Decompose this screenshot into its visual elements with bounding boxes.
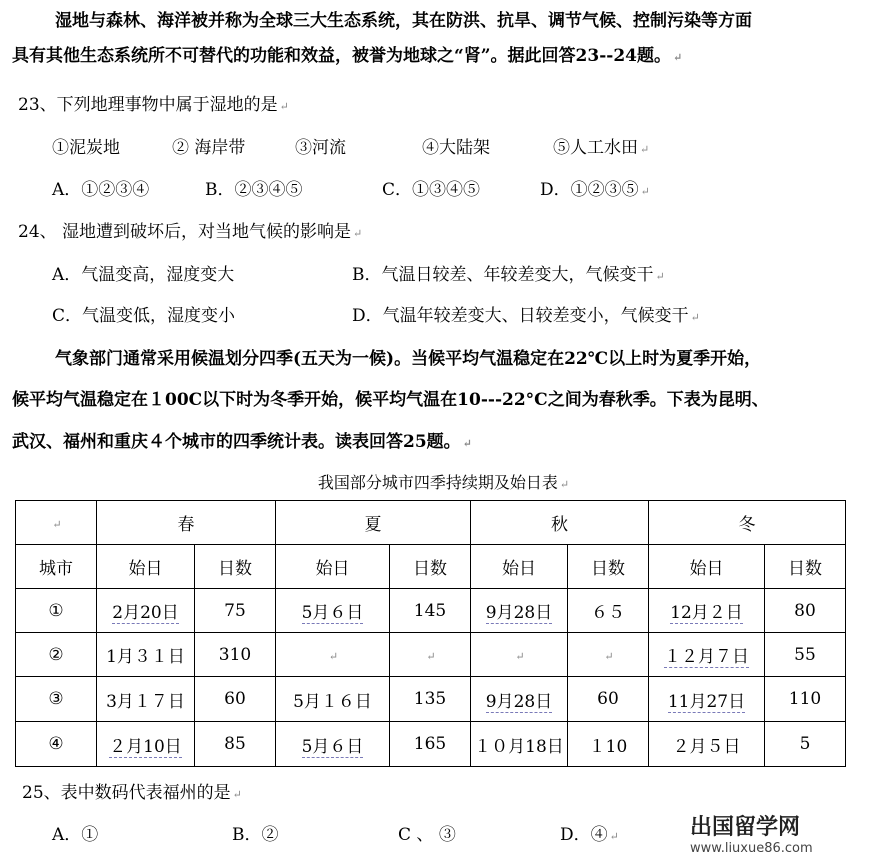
winter-start-header: 始日: [649, 545, 765, 589]
season-winter-header: 冬: [649, 501, 846, 545]
q23-item-4: ④大陆架: [422, 138, 490, 158]
q25-choice-a: A．①: [52, 825, 99, 845]
q23-choice-a: A．①②③④: [52, 180, 150, 200]
table-row: [16, 589, 846, 633]
q23-choice-c: C．①③④⑤: [382, 180, 481, 200]
q25-choice-d: D．④ ↵: [560, 825, 619, 845]
autumn-start-cell: １０月18日: [471, 722, 568, 767]
winter-start-cell: １２月７日: [649, 633, 765, 677]
winter-days-cell: 55: [765, 633, 846, 677]
table-caption: 我国部分城市四季持续期及始日表 ↵: [317, 473, 570, 492]
q23-choice-d: D．①②③⑤ ↵: [540, 180, 650, 200]
table-row: [16, 633, 846, 677]
q24-choice-d: D．气温年较差变大、日较差变小，气候变干 ↵: [352, 306, 700, 326]
table-header-row-seasons: [16, 501, 846, 545]
spring-start-cell: 3月１７日: [97, 677, 195, 722]
table-header-row-fields: [16, 545, 846, 589]
q25-choice-c: C 、 ③: [398, 825, 456, 845]
winter-days-cell: 5: [765, 722, 846, 767]
autumn-days-cell: １10: [568, 722, 649, 767]
summer-days-cell: 135: [390, 677, 471, 722]
winter-days-cell: 110: [765, 677, 846, 722]
q24-choice-a: A．气温变高，湿度变大: [52, 265, 235, 285]
summer-start-cell: 5月６日: [276, 722, 390, 767]
winter-start-cell: ２月５日: [649, 722, 765, 767]
summer-start-cell: ↵: [276, 633, 390, 677]
autumn-start-cell: ↵: [471, 633, 568, 677]
spring-start-cell: 2月20日: [97, 589, 195, 633]
city-cell: ②: [16, 633, 97, 677]
q23-item-5: ⑤人工水田 ↵: [553, 138, 650, 158]
spring-days-cell: 60: [195, 677, 276, 722]
autumn-start-cell: 9月28日: [471, 677, 568, 722]
question-24-stem: 24、 湿地遭到破坏后，对当地气候的影响是 ↵: [18, 222, 363, 242]
autumn-start-header: 始日: [471, 545, 568, 589]
table-corner-cell: ↵: [16, 501, 97, 545]
city-cell: ④: [16, 722, 97, 767]
intro-paragraph-2-line-1: 气象部门通常采用候温划分四季(五天为一候)。当候平均气温稳定在22℃以上时为夏季开始，: [55, 349, 762, 369]
intro-paragraph-1-line-1: 湿地与森林、海洋被并称为全球三大生态系统，其在防洪、抗旱、调节气候、控制污染等方面: [55, 11, 752, 31]
winter-start-cell: 11月27日: [649, 677, 765, 722]
summer-days-cell: ↵: [390, 633, 471, 677]
summer-days-cell: 145: [390, 589, 471, 633]
spring-days-cell: 85: [195, 722, 276, 767]
spring-start-cell: 1月３１日: [97, 633, 195, 677]
watermark-logo: 出国留学网 www.liuxue86.com: [690, 815, 813, 856]
spring-days-cell: 310: [195, 633, 276, 677]
q23-item-1: ①泥炭地: [52, 138, 120, 158]
q25-choice-b: B．②: [232, 825, 279, 845]
question-25-stem: 25、表中数码代表福州的是 ↵: [22, 783, 242, 803]
summer-days-header: 日数: [390, 545, 471, 589]
q24-choice-b: B．气温日较差、年较差变大，气候变干 ↵: [352, 265, 665, 285]
winter-start-cell: 12月２日: [649, 589, 765, 633]
winter-days-cell: 80: [765, 589, 846, 633]
autumn-days-header: 日数: [568, 545, 649, 589]
q23-item-3: ③河流: [295, 138, 346, 158]
autumn-days-cell: 60: [568, 677, 649, 722]
season-table: [15, 500, 846, 767]
intro-paragraph-2-line-2: 候平均气温稳定在１00C以下时为冬季开始，候平均气温在10---22°C之间为春秋季。下表为昆明、: [12, 390, 769, 410]
table-row: [16, 677, 846, 722]
summer-start-cell: 5月６日: [276, 589, 390, 633]
autumn-days-cell: ６５: [568, 589, 649, 633]
table-row: [16, 722, 846, 767]
spring-start-header: 始日: [97, 545, 195, 589]
spring-days-cell: 75: [195, 589, 276, 633]
winter-days-header: 日数: [765, 545, 846, 589]
q23-choice-b: B．②③④⑤: [205, 180, 303, 200]
intro-paragraph-2-line-3: 武汉、福州和重庆４个城市的四季统计表。读表回答25题。 ↵: [12, 432, 472, 452]
intro-paragraph-1-line-2: 具有其他生态系统所不可替代的功能和效益，被誉为地球之“肾”。据此回答23--24题。 ↵: [12, 46, 683, 66]
season-summer-header: 夏: [276, 501, 471, 545]
autumn-days-cell: ↵: [568, 633, 649, 677]
spring-start-cell: ２月10日: [97, 722, 195, 767]
question-23-stem: 23、下列地理事物中属于湿地的是 ↵: [18, 95, 289, 115]
spring-days-header: 日数: [195, 545, 276, 589]
city-cell: ③: [16, 677, 97, 722]
summer-start-cell: 5月１６日: [276, 677, 390, 722]
city-column-header: 城市: [16, 545, 97, 589]
season-autumn-header: 秋: [471, 501, 649, 545]
q24-choice-c: C．气温变低，湿度变小: [52, 306, 236, 326]
summer-start-header: 始日: [276, 545, 390, 589]
autumn-start-cell: 9月28日: [471, 589, 568, 633]
season-spring-header: 春: [97, 501, 276, 545]
summer-days-cell: 165: [390, 722, 471, 767]
q23-item-2: ② 海岸带: [172, 138, 246, 158]
city-cell: ①: [16, 589, 97, 633]
